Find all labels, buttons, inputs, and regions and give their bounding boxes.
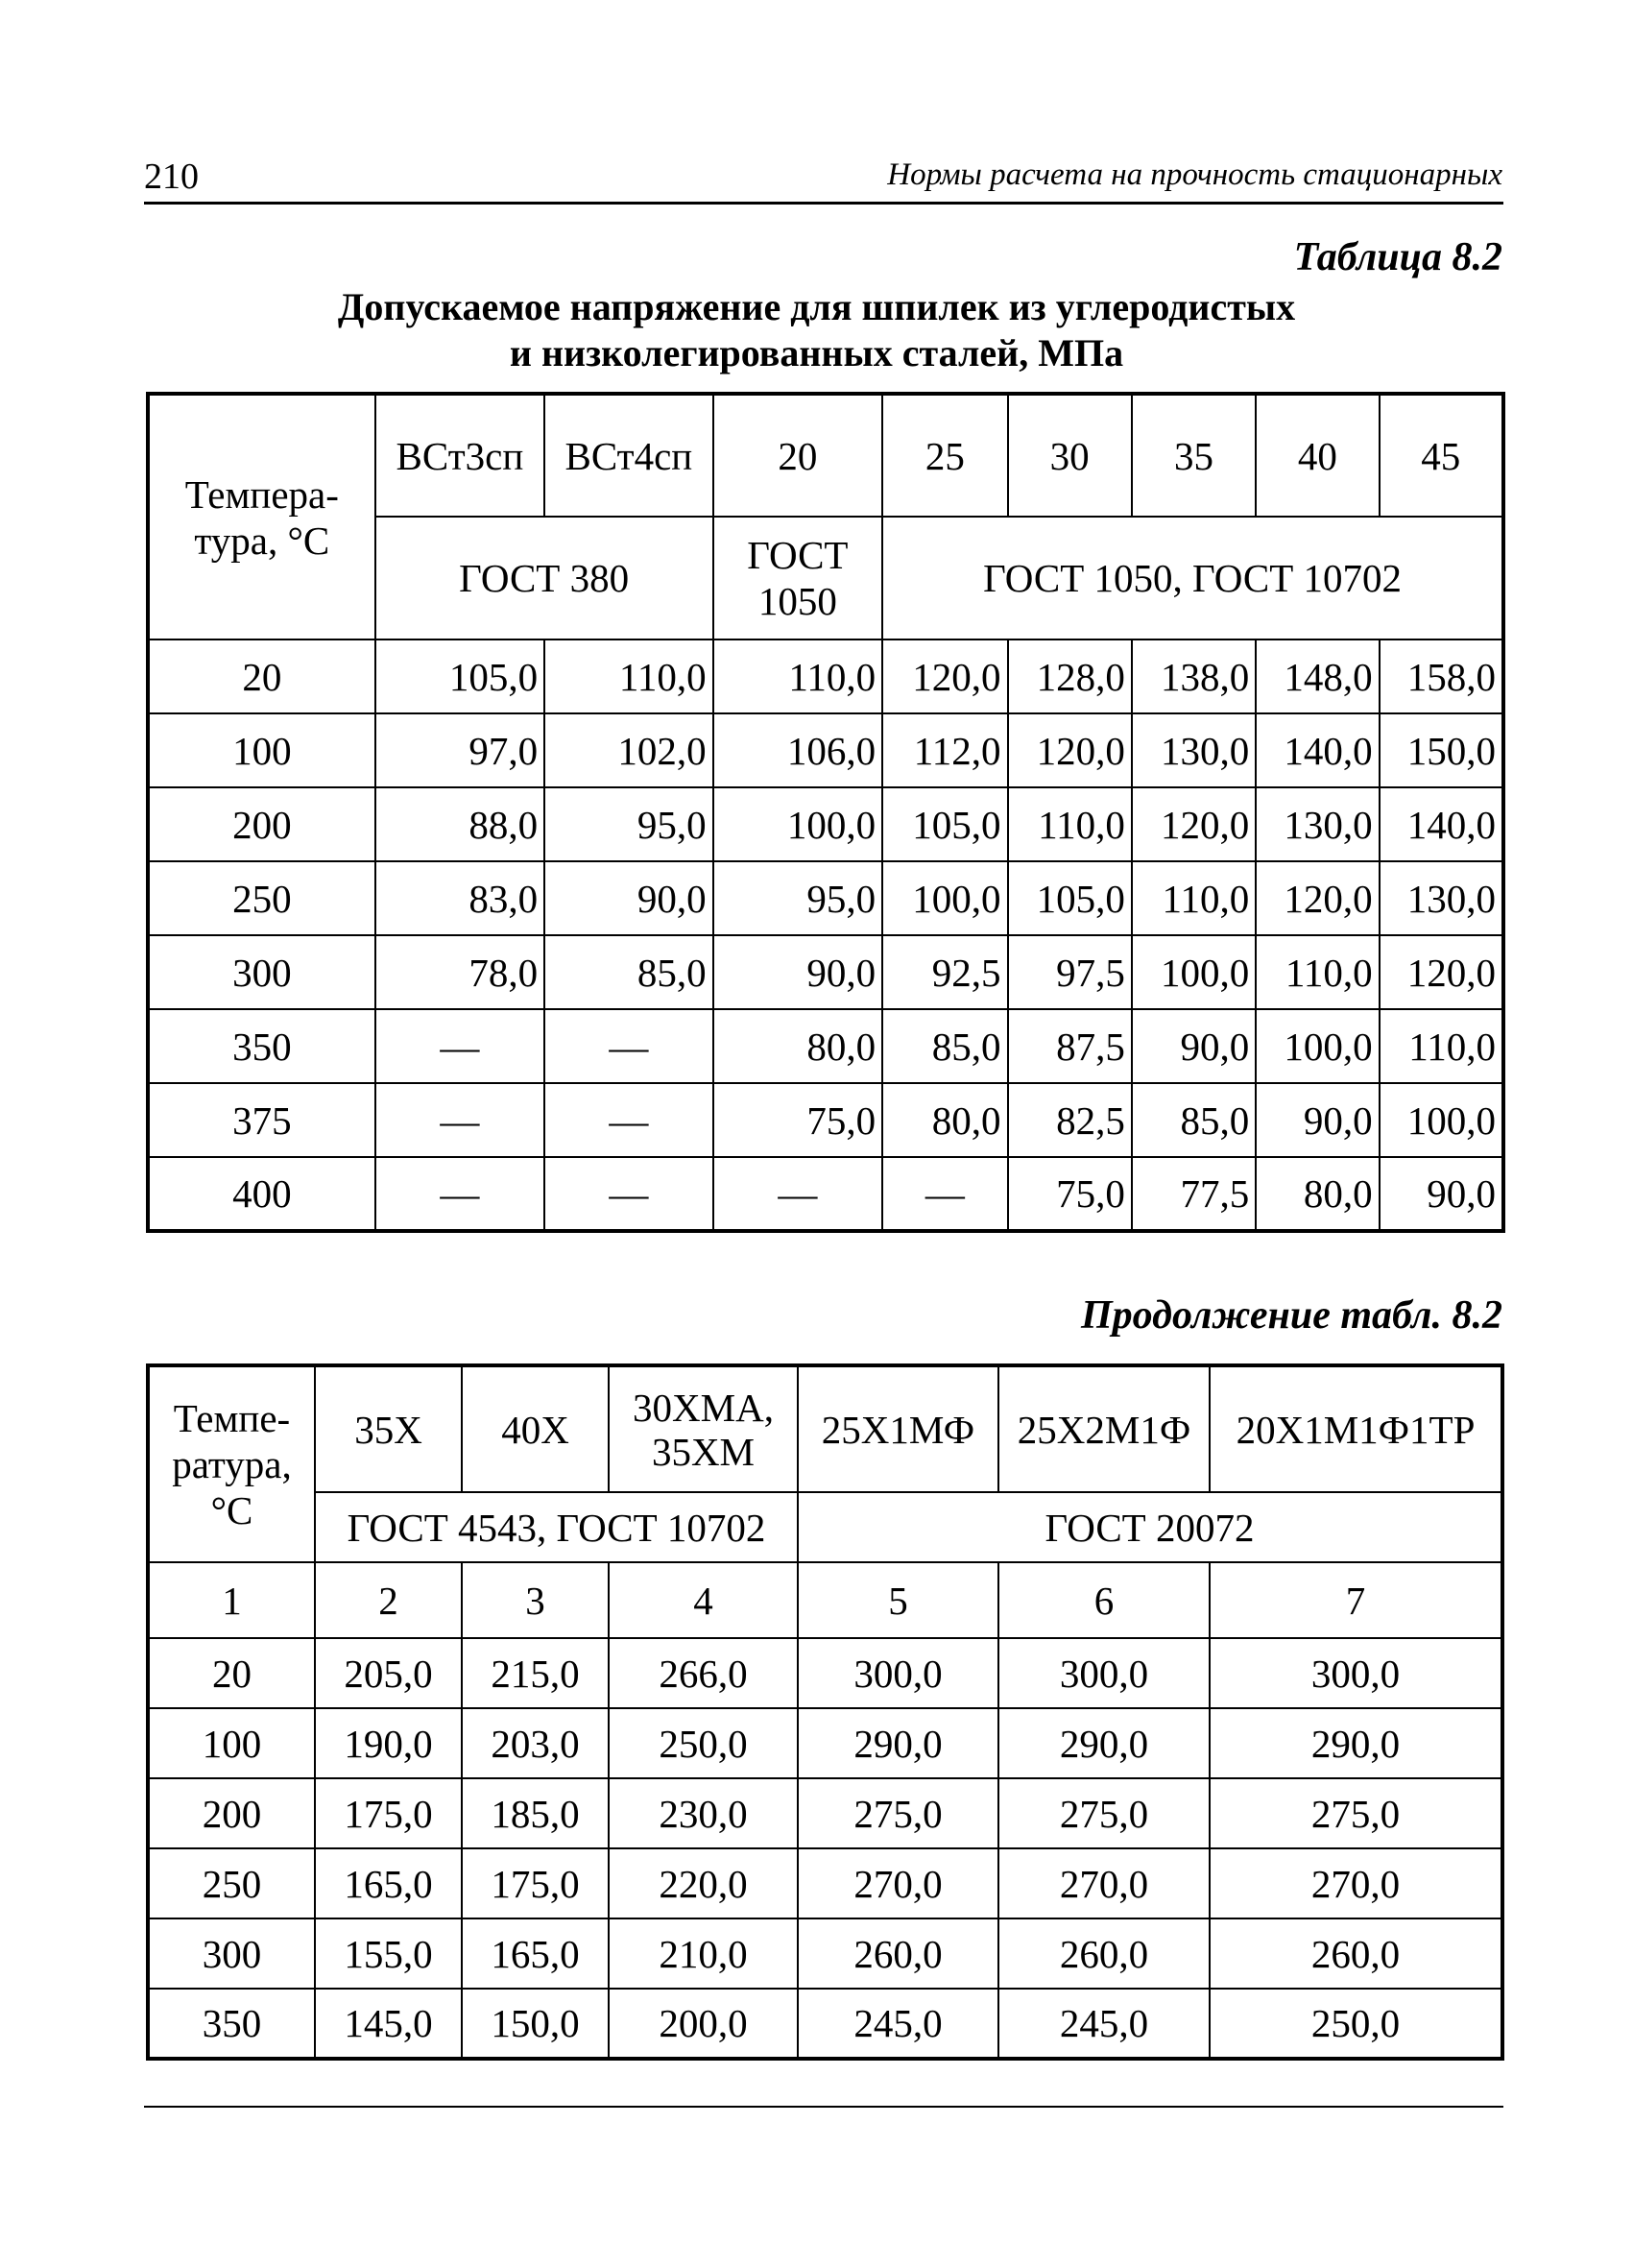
table-1-temperature: 20 [148,639,375,713]
table-2-value: 165,0 [462,1918,609,1989]
table-2-value: 250,0 [1210,1989,1502,2059]
table-1-value: 140,0 [1380,787,1503,861]
table-2-temperature: 20 [148,1638,315,1708]
table-2-temperature: 350 [148,1989,315,2059]
table-1-value: 106,0 [713,713,883,787]
table-1-value: 105,0 [375,639,545,713]
table-2-value: 290,0 [1210,1708,1502,1778]
table-2-value: 275,0 [798,1778,998,1848]
table-2-value: 165,0 [315,1848,462,1918]
table-1-caption-line-2: и низколегированных сталей, МПа [509,331,1124,374]
table-1-label: Таблица 8.2 [1293,235,1502,279]
table-1-value: 87,5 [1008,1009,1132,1083]
page-number: 210 [144,157,199,197]
table-1-grade: 45 [1380,394,1503,517]
table-2-value: 245,0 [798,1989,998,2059]
table-2-value: 260,0 [1210,1918,1502,1989]
table-1-value: 148,0 [1256,639,1379,713]
table-row [148,1918,1502,1989]
table-1-value: 85,0 [544,935,712,1009]
table-1-value: — [544,1083,712,1157]
table-2-temperature: 250 [148,1848,315,1918]
table-1-value: 75,0 [1008,1157,1132,1231]
table-1-value: — [882,1157,1007,1231]
table-2-value: 260,0 [998,1918,1210,1989]
table-1-value: 80,0 [882,1083,1007,1157]
table-1-value: 92,5 [882,935,1007,1009]
table-2-value: 200,0 [609,1989,798,2059]
table-1-value: 110,0 [1256,935,1379,1009]
table-1-value: 112,0 [882,713,1007,787]
table-1-value: 90,0 [1380,1157,1503,1231]
table-1-value: — [713,1157,883,1231]
table-2-column-numbers [148,1562,1502,1638]
table-2-value: 185,0 [462,1778,609,1848]
table-row [148,935,1503,1009]
table-2-value: 220,0 [609,1848,798,1918]
table-2-value: 300,0 [998,1638,1210,1708]
table-2-value: 210,0 [609,1918,798,1989]
table-1-temperature: 400 [148,1157,375,1231]
table-2-temperature: 200 [148,1778,315,1848]
table-2-value: 175,0 [462,1848,609,1918]
table-1-value: 130,0 [1132,713,1256,787]
table-2-value: 300,0 [798,1638,998,1708]
table-2-grade: 20Х1М1Ф1ТР [1210,1365,1502,1492]
table-1-value: 110,0 [1008,787,1132,861]
table-2-column-number: 6 [998,1562,1210,1638]
table-2-temperature: 100 [148,1708,315,1778]
table-row [148,1157,1503,1231]
table-row [148,1009,1503,1083]
table-1-value: 128,0 [1008,639,1132,713]
table-1-value: 90,0 [1132,1009,1256,1083]
table-1-value: 120,0 [1256,861,1379,935]
table-1-value: 120,0 [882,639,1007,713]
table-1-grade: 40 [1256,394,1379,517]
table-1-value: — [375,1009,545,1083]
table-1-temp-header: Темпера- тура, °С [148,394,375,639]
table-1-temperature: 250 [148,861,375,935]
table-row [148,787,1503,861]
table-2-column-number: 1 [148,1562,315,1638]
table-1-value: 110,0 [713,639,883,713]
table-1-value: 110,0 [544,639,712,713]
table-2-standard: ГОСТ 20072 [798,1492,1502,1562]
table-1-value: 110,0 [1380,1009,1503,1083]
table-1-value: 83,0 [375,861,545,935]
table-1-value: 82,5 [1008,1083,1132,1157]
table-1-value: 77,5 [1132,1157,1256,1231]
table-2-value: 145,0 [315,1989,462,2059]
table-1-value: 138,0 [1132,639,1256,713]
table-2-value: 266,0 [609,1638,798,1708]
table-1-value: 100,0 [1132,935,1256,1009]
table-1-value: 80,0 [1256,1157,1379,1231]
table-1-value: 78,0 [375,935,545,1009]
table-2-column-number: 4 [609,1562,798,1638]
table-1-value: 130,0 [1256,787,1379,861]
table-row [148,1778,1502,1848]
table-row [148,713,1503,787]
table-2-value: 190,0 [315,1708,462,1778]
table-1-value: 100,0 [1380,1083,1503,1157]
table-1-value: — [544,1009,712,1083]
table-1-value: 150,0 [1380,713,1503,787]
table-2-column-number: 2 [315,1562,462,1638]
table-1-value: 140,0 [1256,713,1379,787]
table-2-value: 275,0 [998,1778,1210,1848]
table-row [148,1848,1502,1918]
table-row [148,1638,1502,1708]
table-1-value: 95,0 [544,787,712,861]
table-1-grade: 20 [713,394,883,517]
table-1-value: 105,0 [1008,861,1132,935]
table-1-grade: ВСт4сп [544,394,712,517]
table-1-grade: 25 [882,394,1007,517]
table-2-temp-header: Темпе- ратура, °С [148,1365,315,1562]
table-1-value: 100,0 [1256,1009,1379,1083]
table-2 [146,1363,1504,2061]
table-2-grade: 35Х [315,1365,462,1492]
table-1-value: 90,0 [1256,1083,1379,1157]
table-1-value: 75,0 [713,1083,883,1157]
table-2-label: Продолжение табл. 8.2 [1081,1293,1502,1338]
table-2-grade: 40Х [462,1365,609,1492]
table-2-value: 270,0 [798,1848,998,1918]
table-1-value: 80,0 [713,1009,883,1083]
table-1-grade: 30 [1008,394,1132,517]
table-2-value: 150,0 [462,1989,609,2059]
table-2-column-number: 3 [462,1562,609,1638]
table-1-value: — [375,1083,545,1157]
table-1-temperature: 300 [148,935,375,1009]
table-1-value: 95,0 [713,861,883,935]
table-1-temperature: 350 [148,1009,375,1083]
table-1-standard: ГОСТ 380 [375,517,713,639]
table-2-value: 205,0 [315,1638,462,1708]
table-2-grade: 30ХМА, 35ХМ [609,1365,798,1492]
table-1-value: 100,0 [882,861,1007,935]
table-2-value: 245,0 [998,1989,1210,2059]
table-2-value: 300,0 [1210,1638,1502,1708]
table-row [148,639,1503,713]
table-2-value: 260,0 [798,1918,998,1989]
table-2-grade: 25Х1МФ [798,1365,998,1492]
table-2-value: 203,0 [462,1708,609,1778]
table-2-value: 155,0 [315,1918,462,1989]
table-1-value: 90,0 [544,861,712,935]
table-1-value: 110,0 [1132,861,1256,935]
table-1-value: — [375,1157,545,1231]
table-2-value: 215,0 [462,1638,609,1708]
table-2-value: 270,0 [998,1848,1210,1918]
table-1-standard: ГОСТ 1050, ГОСТ 10702 [882,517,1503,639]
table-row [148,1708,1502,1778]
table-1-value: 120,0 [1132,787,1256,861]
table-1-value: 120,0 [1380,935,1503,1009]
table-1 [146,392,1505,1233]
table-2-value: 270,0 [1210,1848,1502,1918]
table-2-temperature: 300 [148,1918,315,1989]
table-2-value: 250,0 [609,1708,798,1778]
table-1-standard: ГОСТ 1050 [713,517,883,639]
table-row [148,1989,1502,2059]
header-rule [144,202,1503,205]
table-1-grade: ВСт3сп [375,394,545,517]
table-2-value: 290,0 [998,1708,1210,1778]
table-1-value: 85,0 [1132,1083,1256,1157]
table-1-value: — [544,1157,712,1231]
table-1-value: 105,0 [882,787,1007,861]
table-1-value: 158,0 [1380,639,1503,713]
table-2-value: 175,0 [315,1778,462,1848]
table-row [148,861,1503,935]
footer-rule [144,2106,1503,2108]
table-2-value: 230,0 [609,1778,798,1848]
table-1-value: 97,5 [1008,935,1132,1009]
running-title: Нормы расчета на прочность стационарных [887,157,1502,192]
table-1-value: 90,0 [713,935,883,1009]
table-1-value: 102,0 [544,713,712,787]
table-2-column-number: 7 [1210,1562,1502,1638]
table-row [148,1083,1503,1157]
table-1-temperature: 375 [148,1083,375,1157]
table-1-value: 88,0 [375,787,545,861]
table-1-value: 100,0 [713,787,883,861]
table-2-value: 290,0 [798,1708,998,1778]
table-2-grade: 25Х2М1Ф [998,1365,1210,1492]
table-1-value: 97,0 [375,713,545,787]
table-1-value: 130,0 [1380,861,1503,935]
table-1-temperature: 100 [148,713,375,787]
table-1-caption-line-1: Допускаемое напряжение для шпилек из углеродистых [337,285,1296,328]
table-1-value: 85,0 [882,1009,1007,1083]
table-2-column-number: 5 [798,1562,998,1638]
table-2-value: 275,0 [1210,1778,1502,1848]
table-1-temperature: 200 [148,787,375,861]
table-1-grade: 35 [1132,394,1256,517]
table-2-standard: ГОСТ 4543, ГОСТ 10702 [315,1492,798,1562]
table-1-value: 120,0 [1008,713,1132,787]
